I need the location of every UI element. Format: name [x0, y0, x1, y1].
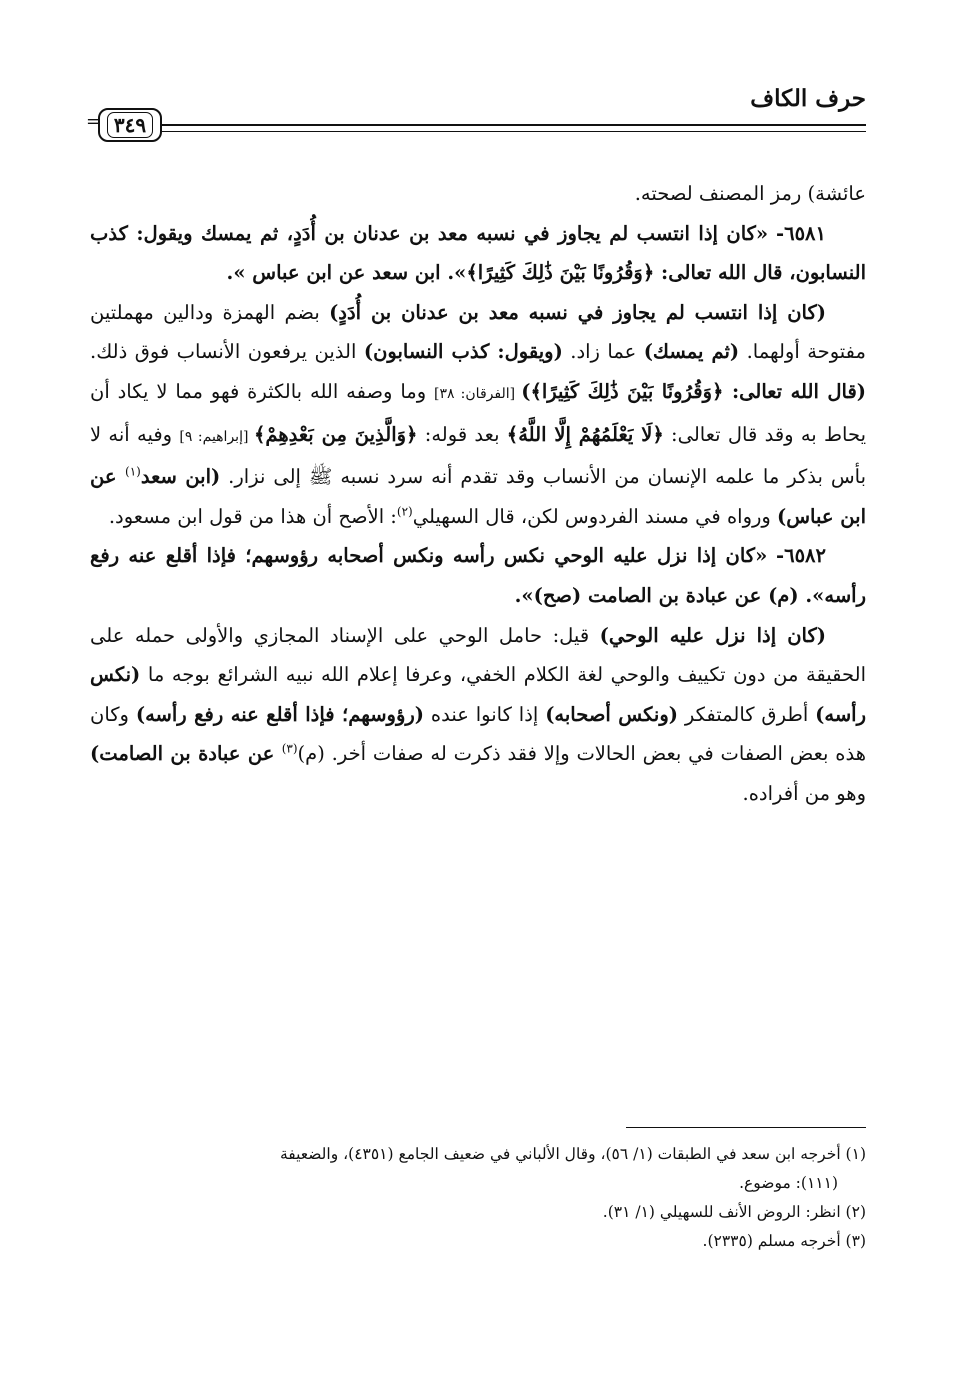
header-mark: =	[86, 111, 102, 132]
quran-verse: ﴿وَالَّذِينَ مِن بَعْدِهِمْ﴾	[253, 422, 418, 446]
commentary-text: : الأصح أن هذا من قول ابن مسعود.	[108, 504, 397, 528]
footnote-1-continuation: (١١١): موضوع.	[739, 1174, 838, 1192]
running-head: حرف الكاف	[750, 85, 866, 112]
commentary-quote: (رؤوسهم؛ فإذا أقلع عنه رفع رأسه)	[135, 702, 425, 726]
commentary-text: وفيه أنه لا بأس بذكر ما علمه الإنسان من الأنساب وقد تقدم أنه سرد نسبه ﷺ إلى نزار.	[90, 422, 866, 489]
main-text	[90, 174, 866, 814]
hadith-6582	[90, 536, 866, 615]
hadith-6581	[90, 214, 866, 293]
commentary-quote: (ونكس أصحابه)	[545, 702, 678, 726]
header-rule	[160, 124, 866, 132]
commentary-quote: (كان إذا نزل عليه الوحي)	[599, 623, 827, 647]
commentary-text: إذا كانوا عنده	[424, 702, 546, 726]
footnote-marker: (٣)	[281, 741, 298, 756]
commentary-quote: (ابن سعد	[140, 465, 221, 489]
continuation-text: عائشة) رمز المصنف لصحته.	[634, 182, 866, 205]
commentary-quote: (نكس رأسه)	[90, 663, 866, 726]
quran-reference: [إبراهيم: ٩]	[179, 428, 254, 445]
commentary-text: قيل: حامل الوحي على الإسناد المجازي والأولى حمله على الحقيقة من دون تكييف والوحي لغة الكلام الخفي، وعرفا إعلام الله نبيه الشرائع بوجه ما	[90, 623, 866, 687]
page-number: ٣٤٩	[107, 112, 153, 138]
commentary-text: بضم الهمزة ودالين مهملتين مفتوحة أولهما.	[90, 300, 866, 364]
commentary-text: بعد قوله:	[417, 422, 507, 446]
commentary-text: الذين يرفعون الأنساب فوق ذلك.	[90, 340, 364, 364]
page-header	[86, 80, 866, 150]
page-number-box	[98, 108, 162, 142]
commentary-quote: (ويقول: كذب النسابون)	[363, 340, 563, 364]
commentary-text: عما زاد.	[562, 340, 644, 364]
commentary-text: وكان هذه بعض الصفات في بعض الحالات وإلا فقد ذكرت له صفات أخر. (م)	[90, 702, 867, 766]
commentary-text: وهو من أفراده.	[742, 781, 866, 805]
commentary-quote: عن عبادة بن الصامت)	[90, 742, 282, 766]
commentary-6581	[90, 293, 866, 537]
footnote-marker: (٢)	[396, 504, 413, 519]
paragraph-continuation	[90, 174, 866, 214]
footnote-3: (٣) أخرجه مسلم (٢٣٣٥).	[702, 1232, 866, 1250]
commentary-6582	[90, 616, 866, 814]
quran-verse: ﴿لَا يَعْلَمُهُمْ إِلَّا اللَّهُ﴾	[506, 422, 664, 446]
commentary-quote: عن ابن عباس)	[90, 465, 866, 528]
commentary-quote: (كان إذا انتسب لم يجاوز في نسبه معد بن عدنان بن أُدَدٍ)	[329, 300, 827, 324]
quran-reference: [الفرقان: ٣٨]	[434, 385, 522, 402]
hadith-text: «كان إذا نزل عليه الوحي نكس رأسه ونكس أصحابه رؤوسهم؛ فإذا أقلع عنه رفع رأسه». (م) عن عبادة بن الصامت (صح)».	[90, 544, 866, 607]
footnote-separator	[626, 1127, 866, 1128]
commentary-text: أطرق كالمتفكر	[677, 702, 816, 726]
commentary-text: وما وصفه الله بالكثرة فهو مما لا يكاد أن يحاط به وقد قال تعالى:	[90, 379, 867, 446]
commentary-quote: (قال الله تعالى: ﴿وَقُرُونًا بَيْنَ ذَٰلِكَ كَثِيرًا﴾)	[521, 379, 866, 403]
hadith-number: ٦٥٨٢-	[776, 544, 826, 568]
hadith-number: ٦٥٨١-	[776, 221, 826, 245]
footnote-2: (٢) انظر: الروض الأنف للسهيلي (١/ ٣١).	[602, 1203, 866, 1221]
commentary-text: ورواه في مسند الفردوس لكن، قال السهيلي	[412, 504, 778, 528]
footnote-1: (١) أخرجه ابن سعد في الطبقات (١/ ٥٦)، وقال الألباني في ضعيف الجامع (٤٣٥١)، والضعيفة	[279, 1145, 866, 1163]
footnote-marker: (١)	[125, 464, 141, 479]
footnotes	[90, 1140, 866, 1256]
commentary-quote: (ثم يمسك)	[643, 340, 740, 364]
hadith-text: «كان إذا انتسب لم يجاوز في نسبه معد بن عدنان بن أُدَدٍ، ثم يمسك ويقول: كذب النسابون، قال الله تعالى: ﴿وَقُرُونًا بَيْنَ ذَٰلِكَ كَثِيرًا﴾». ابن سعد عن ابن عباس ».	[90, 221, 866, 285]
